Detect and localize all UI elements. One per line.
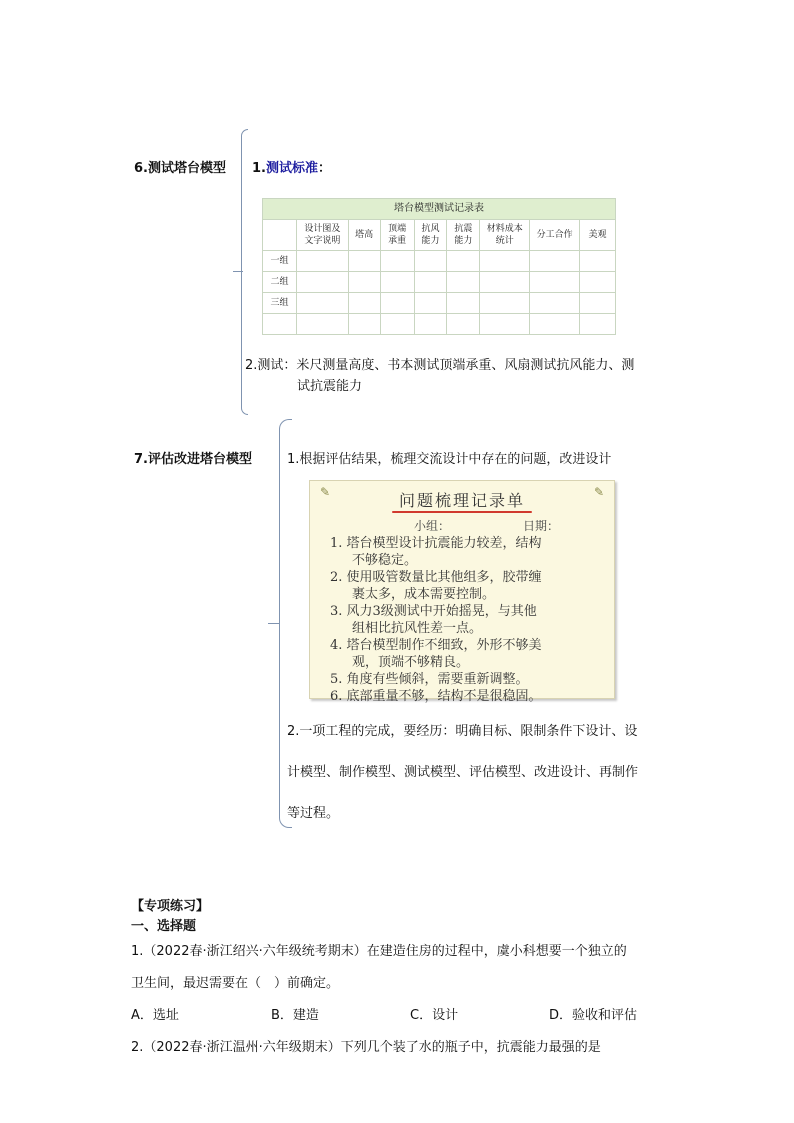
table-header-cell: 抗震 能力 [447,220,480,251]
question1-line2: 卫生间，最迟需要在（ ）前确定。 [131,976,340,991]
section7-title: 7.评估改进塔台模型 [134,452,252,467]
table-cell [530,272,580,293]
test-standard-number: 1. [252,161,266,176]
table-header-cell: 塔高 [348,220,380,251]
section6-title: 6.测试塔台模型 [134,161,226,176]
question1-option-c[interactable]: C．设计 [410,1008,459,1023]
table-row [263,314,616,335]
test-standard-colon: ： [318,161,332,176]
evaluate-point2-line1: 2.一项工程的完成，要经历：明确目标、限制条件下设计、设 [287,724,638,739]
table-cell [414,314,447,335]
problem-record-sheet [309,480,615,704]
question1-option-b[interactable]: B．建造 [271,1008,319,1023]
record-sheet-item: 3. 风力3级测试中开始摇晃，与其他 [330,604,537,619]
table-cell [380,314,414,335]
record-sheet-item: 裹太多，成本需要控制。 [352,587,496,602]
practice-part-title: 一、选择题 [131,919,197,934]
table-header-cell: 顶端 承重 [380,220,414,251]
table-cell [447,314,480,335]
table-cell [480,272,530,293]
section7-bracket-tick [268,623,280,624]
table-row-label [263,314,297,335]
test-standard-label [252,157,331,176]
pin-right-icon: ✎ [593,485,604,499]
test-method-line1: 2.测试：米尺测量高度、书本测试顶端承重、风扇测试抗风能力、测 [245,358,635,373]
record-sheet-item: 2. 使用吸管数量比其他组多，胶带缠 [330,570,542,585]
table-cell [580,251,616,272]
table-row-label: 一组 [263,251,297,272]
table-cell [348,293,380,314]
table-cell [380,272,414,293]
group-label: 小组： [414,519,451,533]
table-header-cell: 分工合作 [530,220,580,251]
table-cell [296,293,348,314]
table-row [263,251,616,272]
table-cell [480,314,530,335]
table-cell [380,293,414,314]
test-method-line2: 试抗震能力 [297,379,363,394]
record-sheet-item: 5. 角度有些倾斜，需要重新调整。 [330,672,529,687]
record-sheet-item: 4. 塔台模型制作不细致，外形不够美 [330,638,542,653]
date-label: 日期： [523,519,560,533]
test-standard-text: 测试标准 [265,161,318,176]
record-sheet-title: 问题梳理记录单 [398,491,525,510]
table-header-cell: 美观 [580,220,616,251]
table-cell [530,314,580,335]
table-cell [447,293,480,314]
table-cell [530,293,580,314]
table-cell [348,272,380,293]
test-record-table [262,198,616,335]
record-sheet-item: 1. 塔台模型设计抗震能力较差，结构 [330,536,542,551]
question1-option-a[interactable]: A．选址 [131,1008,179,1023]
table-cell [447,272,480,293]
table-cell [580,314,616,335]
table-cell [580,272,616,293]
table-header-cell: 材料成本 统计 [480,220,530,251]
table-cell [480,293,530,314]
table-header-row [263,220,616,251]
record-sheet-item: 6. 底部重量不够，结构不是很稳固。 [330,689,542,704]
practice-heading: 【专项练习】 [131,899,210,914]
table-row [263,293,616,314]
table-cell [480,251,530,272]
table-cell [296,272,348,293]
table-cell [296,251,348,272]
table-row-label: 三组 [263,293,297,314]
table-header-cell [263,220,297,251]
question1-option-d[interactable]: D．验收和评估 [549,1008,638,1023]
evaluate-point2-line2: 计模型、制作模型、测试模型、评估模型、改进设计、再制作 [287,765,639,780]
table-cell [296,314,348,335]
section6-bracket-tick [233,271,243,272]
table-cell [447,251,480,272]
table-header-cell: 抗风 能力 [414,220,447,251]
evaluate-point1: 1.根据评估结果，梳理交流设计中存在的问题，改进设计 [287,452,612,467]
evaluate-point2-line3: 等过程。 [287,806,340,821]
record-sheet-items [330,535,610,705]
table-cell [530,251,580,272]
question1-line1: 1.（2022春·浙江绍兴·六年级统考期末）在建造住房的过程中，虞小科想要一个独立的 [131,944,627,959]
question2-line1: 2.（2022春·浙江温州·六年级期末）下列几个装了水的瓶子中，抗震能力最强的是 [131,1040,601,1055]
record-sheet-item: 不够稳定。 [352,553,418,568]
table-caption: 塔台模型测试记录表 [263,199,616,220]
table-cell [414,272,447,293]
record-sheet-title-underline [392,511,532,513]
record-sheet-item: 观，顶端不够精良。 [352,655,470,670]
table-row-label: 二组 [263,272,297,293]
table-cell [348,251,380,272]
table-cell [414,251,447,272]
table-row [263,272,616,293]
table-cell [380,251,414,272]
table-cell [414,293,447,314]
table-cell [580,293,616,314]
record-sheet-item: 组相比抗风性差一点。 [352,621,483,636]
table-cell [348,314,380,335]
table-header-cell: 设计图及 文字说明 [296,220,348,251]
pin-left-icon: ✎ [320,485,331,499]
